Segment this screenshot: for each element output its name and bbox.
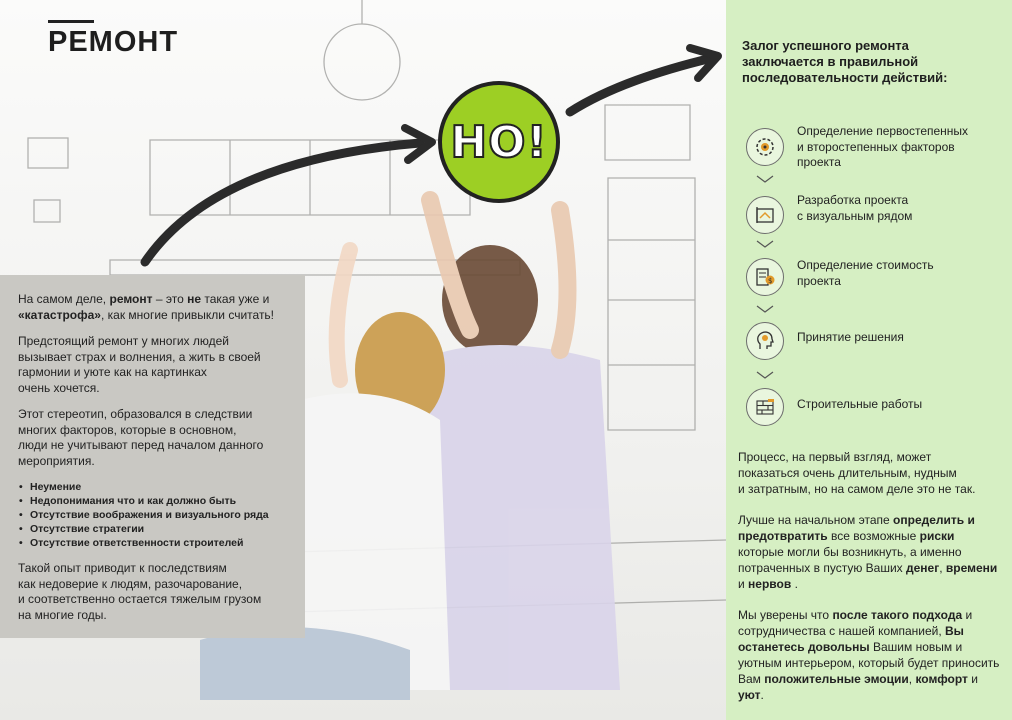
text-run-bold: после такого подхода bbox=[832, 608, 963, 622]
text-run-bold: уют bbox=[738, 688, 761, 702]
risks-paragraph bbox=[738, 512, 1000, 592]
text-run: все возможные bbox=[827, 529, 920, 543]
heading-line: последовательности действий: bbox=[742, 70, 948, 85]
text-run: , bbox=[939, 561, 946, 575]
no-badge-text: НО! bbox=[450, 116, 548, 168]
step-line: с визуальным рядом bbox=[797, 208, 913, 223]
step-line: Разработка проекта bbox=[797, 193, 909, 207]
heading-line: заключается в правильной bbox=[742, 54, 919, 69]
step-5-text bbox=[797, 397, 922, 413]
text-run: . bbox=[791, 577, 798, 591]
step-line: проекта bbox=[797, 155, 841, 169]
step-3 bbox=[746, 258, 784, 296]
process-paragraph bbox=[738, 449, 1000, 497]
text-run-bold: определить и предотвратить bbox=[738, 513, 975, 543]
text-line: мероприятия. bbox=[18, 453, 95, 468]
head-gear-icon bbox=[746, 322, 784, 360]
text-run: такая уже и bbox=[201, 292, 270, 306]
text-line: люди не учитывают перед началом данного bbox=[18, 438, 264, 452]
text-run: Лучше на начальном этапе bbox=[738, 513, 894, 527]
text-line: Предстоящий ремонт у многих людей bbox=[18, 334, 230, 348]
text-line: и соответственно остается тяжелым грузом bbox=[18, 592, 262, 606]
text-run-bold: комфорт bbox=[915, 672, 968, 686]
left-text-panel bbox=[0, 275, 305, 638]
calculator-dollar-icon bbox=[746, 258, 784, 296]
text-run: Вашим новым и уютным интерьером, который будет приносить Вам bbox=[738, 640, 1000, 686]
chevron-down-icon bbox=[755, 174, 775, 184]
text-line: многих факторов, которые в основном, bbox=[18, 422, 237, 437]
consequences-paragraph bbox=[18, 561, 293, 623]
text-line: Такой опыт приводит к последствиям bbox=[18, 561, 227, 575]
text-line: вызывает страх и волнения, а жить в своей bbox=[18, 349, 261, 364]
page-title: РЕМОНТ bbox=[48, 26, 179, 58]
text-line: на многие годы. bbox=[18, 607, 107, 622]
text-run: и bbox=[738, 577, 749, 591]
factors-list bbox=[18, 480, 293, 550]
fear-paragraph bbox=[18, 334, 293, 396]
text-run-bold: денег bbox=[906, 561, 940, 575]
text-run: На самом деле, bbox=[18, 292, 110, 306]
stereotype-paragraph bbox=[18, 407, 293, 469]
text-line: как недоверие к людям, разочарование, bbox=[18, 576, 243, 591]
text-line: очень хочется. bbox=[18, 380, 100, 395]
chevron-down-icon bbox=[755, 239, 775, 249]
text-run: . bbox=[760, 688, 764, 702]
text-line: показаться очень длительным, нудным bbox=[738, 466, 957, 480]
step-line: Определение первостепенных bbox=[797, 124, 969, 138]
text-line: Процесс, на первый взгляд, может bbox=[738, 450, 932, 464]
step-1 bbox=[746, 128, 784, 166]
text-run: и bbox=[967, 672, 978, 686]
text-line: и затратным, но на самом деле это не так. bbox=[738, 482, 976, 496]
text-line: гармонии и уюте как на картинках bbox=[18, 365, 207, 379]
target-gear-icon bbox=[746, 128, 784, 166]
text-run: , bbox=[908, 672, 916, 686]
step-4 bbox=[746, 322, 784, 360]
text-run: – это bbox=[152, 292, 188, 306]
step-2-text bbox=[797, 193, 912, 224]
list-item: • Недопонимания что и как должно быть bbox=[30, 494, 293, 508]
satisfaction-paragraph bbox=[738, 607, 1000, 703]
step-3-text bbox=[797, 258, 934, 289]
right-text-block bbox=[738, 449, 1000, 714]
step-2 bbox=[746, 196, 784, 234]
text-line: Этот стереотип, образовался в следствии bbox=[18, 407, 253, 421]
no-badge bbox=[438, 81, 560, 203]
brick-wall-icon bbox=[746, 388, 784, 426]
text-run-bold: Вы останетесь довольны bbox=[738, 624, 964, 654]
step-4-text bbox=[797, 330, 904, 346]
list-item: • Отсутствие стратегии bbox=[30, 522, 293, 536]
text-run: которые могли бы возникнуть, а именно потраченных в пустую Ваших bbox=[738, 545, 962, 575]
text-run: и сотрудничества с нашей компанией, bbox=[738, 608, 973, 638]
text-run-bold: положительные эмоции bbox=[764, 672, 909, 686]
list-item: • Отсутствие ответственности строителей bbox=[30, 536, 293, 550]
text-run-bold: «катастрофа» bbox=[18, 307, 101, 322]
step-line: Принятие решения bbox=[797, 330, 904, 344]
text-run-bold: времени bbox=[945, 561, 998, 575]
text-run: Мы уверены что bbox=[738, 608, 833, 622]
step-line: и второстепенных факторов bbox=[797, 139, 955, 154]
step-5 bbox=[746, 388, 784, 426]
text-run-bold: риски bbox=[919, 529, 955, 543]
svg-text:$: $ bbox=[768, 277, 773, 285]
text-run-bold: ремонт bbox=[109, 292, 153, 306]
heading-line: Залог успешного ремонта bbox=[742, 38, 909, 53]
text-run-bold: нервов bbox=[748, 577, 792, 591]
list-item: • Отсутствие воображения и визуального ряда bbox=[30, 508, 293, 522]
step-1-text bbox=[797, 124, 968, 171]
chevron-down-icon bbox=[755, 304, 775, 314]
step-line: Строительные работы bbox=[797, 397, 923, 411]
title-accent-bar bbox=[48, 20, 94, 23]
text-run-bold: не bbox=[187, 292, 202, 306]
intro-paragraph bbox=[18, 292, 293, 323]
list-item: • Неумение bbox=[30, 480, 293, 494]
blueprint-house-icon bbox=[746, 196, 784, 234]
step-line: проекта bbox=[797, 273, 841, 288]
right-heading bbox=[742, 38, 982, 86]
step-line: Определение стоимость bbox=[797, 258, 934, 272]
text-run: , как многие привыкли считать! bbox=[100, 307, 275, 322]
chevron-down-icon bbox=[755, 370, 775, 380]
